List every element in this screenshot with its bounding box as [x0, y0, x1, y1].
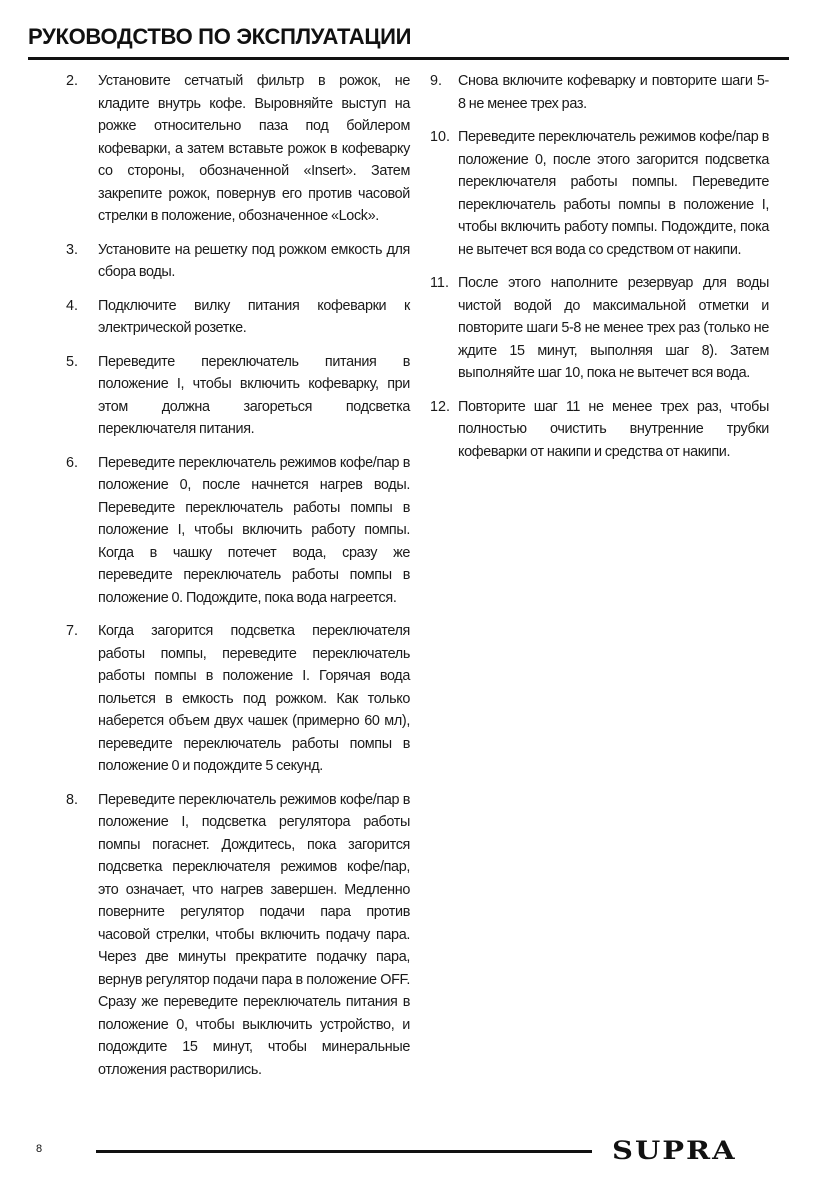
step-text: Переведите переключатель режимов кофе/пар в положение I, подсветка регулятора работы помпы погаснет. Дождитесь, пока загорится подсветка переключателя режимов кофе/пар, это означает, что нагрев завершен. Медленно поверните регулятор подачи пара против часовой стрелки, чтобы включить подачу пара. Через две минуты прекратите подачку пара, вернув регулятор подачи пара в положение OFF. Сразу же переведите переключатель питания в положение 0, чтобы выключить устройство, и подождите 15 минут, чтобы минеральные отложения растворились. [98, 791, 410, 1078]
step-text: Переведите переключатель питания в положение I, чтобы включить кофеварку, при этом должна загореться подсветка переключателя питания. [98, 353, 410, 437]
step-number: 3. [66, 241, 79, 258]
step-text: Переведите переключатель режимов кофе/пар в положение 0, после этого загорится подсветка переключателя работы помпы. Переведите переключатель работы помпы в положение I, чтобы включить работу помпы. Подождите, пока не вытечет вся вода со средством от накипи. [458, 129, 769, 258]
step-number: 6. [66, 454, 79, 471]
step-number: 11. [430, 275, 449, 291]
step-text: Переведите переключатель режимов кофе/пар в положение 0, после начнется нагрев воды. Переведите переключатель работы помпы в положение I, чтобы включить работу помпы. Когда в чашку потечет вода, сразу же переведите переключатель работы помпы в положение 0. Подождите, пока вода нагреется. [98, 454, 410, 606]
footer-divider [96, 1150, 592, 1153]
instruction-step [54, 239, 410, 284]
instruction-step [414, 70, 769, 115]
step-text: Подключите вилку питания кофеварки к электрической розетке. [98, 297, 410, 336]
step-number: 4. [66, 297, 79, 314]
step-number: 12. [430, 398, 451, 415]
step-number: 10. [430, 129, 451, 145]
brand-logo: SUPRA [612, 1135, 737, 1166]
instructions-left-column [54, 70, 410, 1092]
instructions-right-column [414, 70, 769, 474]
instruction-step [414, 126, 769, 261]
header-divider [28, 57, 789, 60]
instruction-step [54, 351, 410, 441]
step-number: 7. [66, 623, 79, 639]
step-text: Снова включите кофеварку и повторите шаги 5-8 не менее трех раз. [458, 73, 769, 112]
page-number: 8 [36, 1143, 43, 1155]
step-number: 8. [66, 791, 79, 808]
step-number: 9. [430, 73, 443, 89]
step-text: Установите на решетку под рожком емкость для сбора воды. [98, 241, 410, 280]
instruction-step [54, 789, 410, 1082]
instruction-step [414, 272, 769, 385]
instruction-step [414, 396, 769, 464]
step-text: После этого наполните резервуар для воды чистой водой до максимальной отметки и повторите шаги 5-8 не менее трех раз (только не ждите 15 минут, выполняя шаг 8). Затем выполняйте шаг 10, пока не вытечет вся вода. [458, 275, 769, 381]
instruction-step [54, 452, 410, 610]
step-text: Когда загорится подсветка переключателя работы помпы, переведите переключатель работы помпы в положение I. Горячая вода польется в емкость под рожком. Как только наберется объем двух чашек (примерно 60 мл), переведите переключатель работы помпы в положение 0 и подождите 5 секунд. [98, 623, 410, 774]
instruction-step [54, 70, 410, 228]
step-text: Повторите шаг 11 не менее трех раз, чтобы полностью очистить внутренние трубки кофеварки от накипи и средства от накипи. [458, 398, 769, 460]
instruction-step [54, 620, 410, 778]
step-number: 2. [66, 73, 79, 89]
step-text: Установите сетчатый фильтр в рожок, не кладите внутрь кофе. Выровняйте выступ на рожке относительно паза под бойлером кофеварки, а затем вставьте рожок в кофеварку со стороны, обозначенной «Insert». Затем закрепите рожок, повернув его против часовой стрелки в положение, обозначенное «Lock». [98, 73, 410, 224]
instruction-step [54, 295, 410, 340]
step-number: 5. [66, 353, 79, 370]
page-title: РУКОВОДСТВО ПО ЭКСПЛУАТАЦИИ [28, 24, 412, 49]
